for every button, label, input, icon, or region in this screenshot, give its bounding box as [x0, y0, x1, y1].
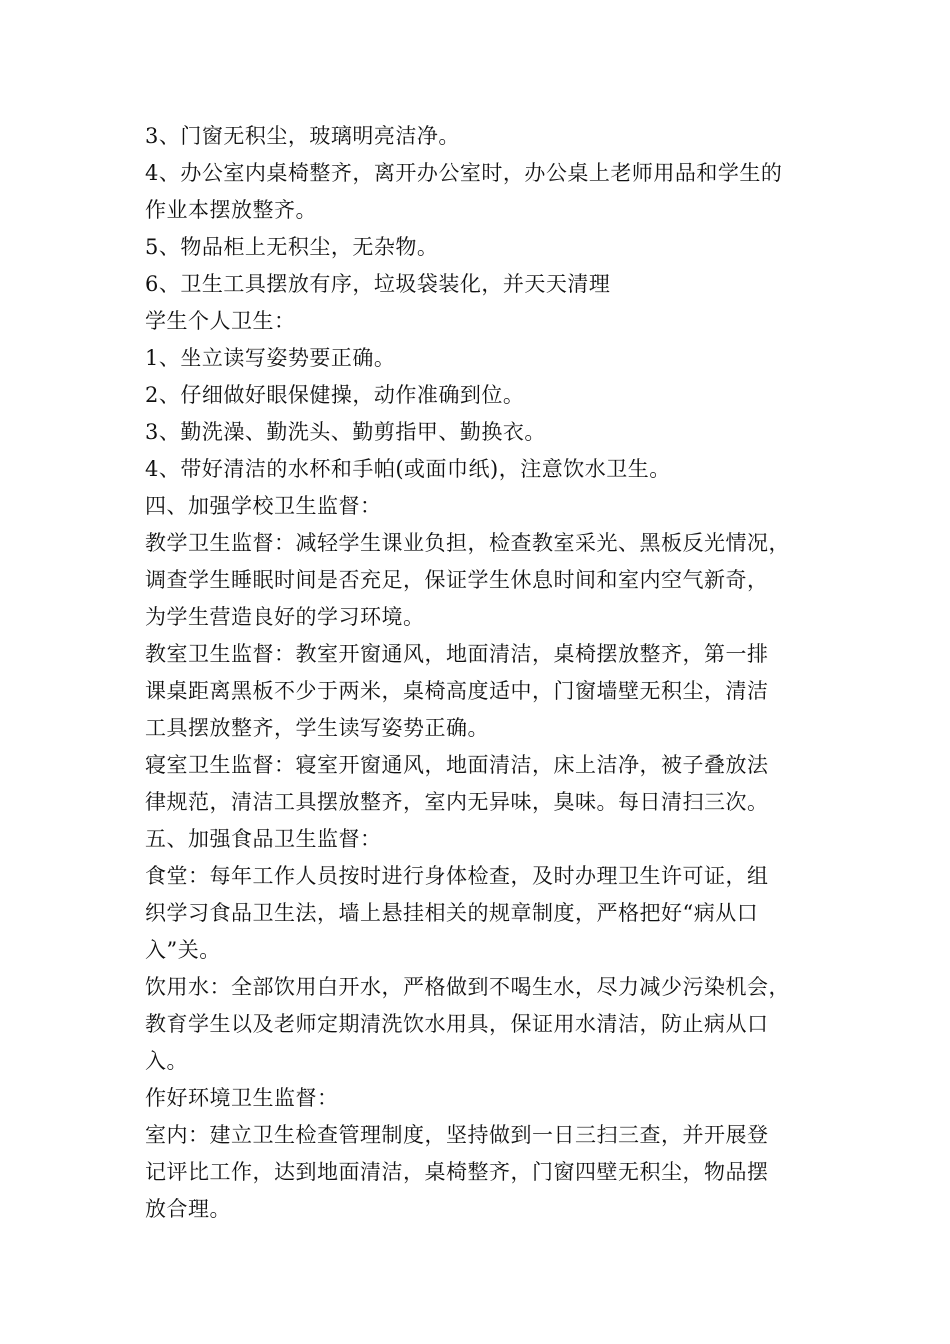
text-line: 3、门窗无积尘，玻璃明亮洁净。: [145, 124, 460, 148]
text-line: 饮用水：全部饮用白开水，严格做到不喝生水，尽力减少污染机会，: [145, 975, 790, 999]
text-line: 为学生营造良好的学习环境。: [145, 605, 425, 629]
text-line: 记评比工作，达到地面清洁，桌椅整齐，门窗四壁无积尘，物品摆: [145, 1160, 769, 1184]
text-line: 放合理。: [145, 1197, 231, 1221]
section-heading: 作好环境卫生监督：: [145, 1086, 339, 1110]
text-line: 教学卫生监督：减轻学生课业负担，检查教室采光、黑板反光情况，: [145, 531, 790, 555]
text-line: 工具摆放整齐，学生读写姿势正确。: [145, 716, 489, 740]
text-line: 食堂：每年工作人员按时进行身体检查，及时办理卫生许可证，组: [145, 864, 769, 888]
text-line: 调查学生睡眠时间是否充足，保证学生休息时间和室内空气新奇，: [145, 568, 769, 592]
text-line: 入”关。: [145, 938, 221, 962]
document-body: [145, 118, 835, 1228]
text-line: 4、带好清洁的水杯和手帕(或面巾纸)，注意饮水卫生。: [145, 457, 671, 481]
text-line: 6、卫生工具摆放有序，垃圾袋装化，并天天清理: [145, 272, 611, 296]
text-line: 入。: [145, 1049, 188, 1073]
text-line: 律规范，清洁工具摆放整齐，室内无异味，臭味。每日清扫三次。: [145, 790, 769, 814]
section-heading: 五、加强食品卫生监督：: [145, 827, 382, 851]
text-line: 室内：建立卫生检查管理制度，坚持做到一日三扫三查，并开展登: [145, 1123, 769, 1147]
text-line: 教育学生以及老师定期清洗饮水用具，保证用水清洁，防止病从口: [145, 1012, 769, 1036]
section-heading: 四、加强学校卫生监督：: [145, 494, 382, 518]
text-line: 3、勤洗澡、勤洗头、勤剪指甲、勤换衣。: [145, 420, 546, 444]
text-line: 5、物品柜上无积尘，无杂物。: [145, 235, 439, 259]
text-line: 织学习食品卫生法，墙上悬挂相关的规章制度，严格把好“病从口: [145, 901, 759, 925]
text-line: 1、坐立读写姿势要正确。: [145, 346, 396, 370]
text-line: 寝室卫生监督：寝室开窗通风，地面清洁，床上洁净，被子叠放法: [145, 753, 769, 777]
text-line: 4、办公室内桌椅整齐，离开办公室时，办公桌上老师用品和学生的: [145, 161, 783, 185]
section-heading: 学生个人卫生：: [145, 309, 296, 333]
text-line: 课桌距离黑板不少于两米，桌椅高度适中，门窗墙壁无积尘，清洁: [145, 679, 769, 703]
text-line: 2、仔细做好眼保健操，动作准确到位。: [145, 383, 525, 407]
text-line: 作业本摆放整齐。: [145, 198, 317, 222]
text-line: 教室卫生监督：教室开窗通风，地面清洁，桌椅摆放整齐，第一排: [145, 642, 769, 666]
